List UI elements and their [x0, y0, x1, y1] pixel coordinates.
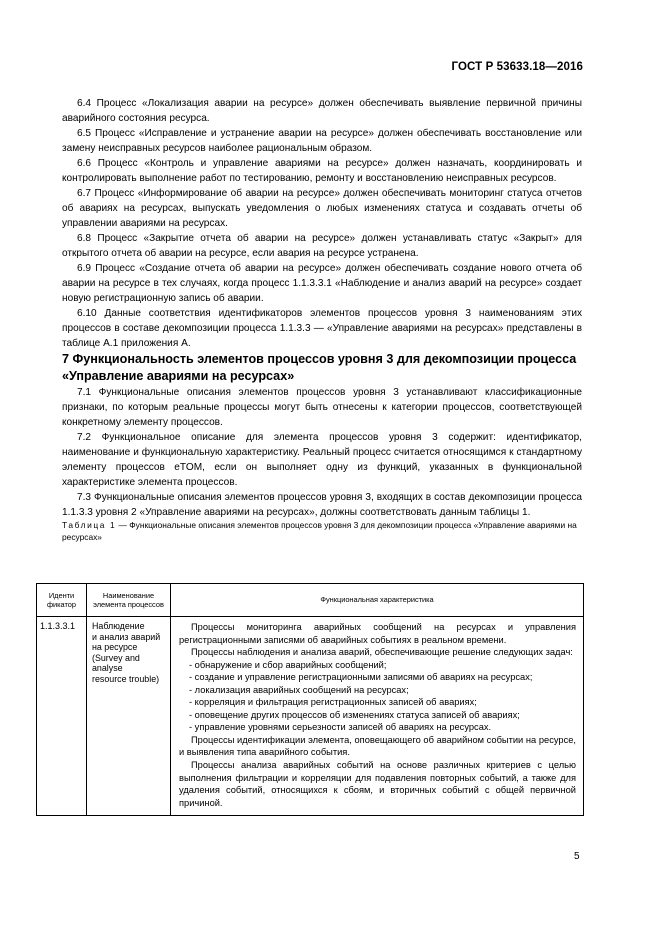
desc-item: - создание и управление регистрационными записями об авариях на ресурсах;: [189, 672, 533, 683]
paragraph-6-5: 6.5 Процесс «Исправление и устранение аварии на ресурсе» должен обеспечивать восстановление или замену неисправных ресурсов наиболее рациональным образом.: [62, 128, 582, 154]
paragraph-6-6: 6.6 Процесс «Контроль и управление авариями на ресурсе» должен назначать, координировать и контролировать выполнение работ по тестированию, ремонту и восстановлению неисправных ресурсов.: [62, 158, 582, 184]
desc-paragraph-3: Процессы идентификации элемента, оповещающего об аварийном событии на ресурсе, и выявления типа аварийного события.: [179, 734, 576, 758]
desc-paragraph-4: Процессы анализа аварийных событий на основе различных критериев с целью выполнения фильтрации и корреляции для подавления повторных событий, а также для удаления событий, относящихся к сбоям, и вторичных событий с общей первичной причиной.: [179, 760, 576, 808]
header-identifier-line1: Иденти: [48, 590, 75, 600]
header-description: Функциональная характеристика: [171, 584, 584, 617]
table-row: [37, 617, 584, 816]
header-name-line1: Наименование: [102, 590, 155, 600]
paragraph-6-8: 6.8 Процесс «Закрытие отчета об аварии на ресурсе» должен устанавливать статус «Закрыт» для открытого отчета об аварии на ресурсе, если авария на ресурсе устранена.: [62, 233, 582, 259]
row-identifier: 1.1.3.3.1: [37, 617, 87, 816]
paragraph-7-3: 7.3 Функциональные описания элементов процессов уровня 3, входящих в состав декомпозиции процесса 1.1.3.3 уровня 2 «Управление авариями на ресурсах», должны соответствовать данным таблицы 1.: [62, 492, 582, 518]
desc-paragraph-1: Процессы мониторинга аварийных сообщений на ресурсах и управления регистрационными записями об аварийных событиях в реальном времени.: [179, 622, 576, 645]
paragraph-6-10: 6.10 Данные соответствия идентификаторов элементов процессов уровня 3 наименованиям этих процессов в составе декомпозиции процесса 1.1.3.3 — «Управление авариями на ресурсах» представлены в таблице А.1 приложения А.: [62, 308, 582, 349]
row-name-line5: resource trouble): [92, 673, 160, 684]
paragraph-6-9: 6.9 Процесс «Создание отчета об аварии на ресурсе» должен обеспечивать создание нового отчета об аварии на ресурсе в тех случаях, когда процесс 1.1.3.3.1 «Наблюдение и анализ аварий на ресурсе» создает новую регистрационную запись об аварии.: [62, 263, 582, 304]
paragraph-6-7: 6.7 Процесс «Информирование об аварии на ресурсе» должен обеспечивать мониторинг статуса отчетов об авариях на ресурсах, выпускать уведомления о любых изменениях статуса и создавать отчеты об управлении авариями на ресурсах.: [62, 188, 582, 229]
desc-item: - управление уровнями серьезности записей об авариях на ресурсах.: [189, 722, 492, 733]
row-description: [171, 617, 584, 816]
desc-item: - локализация аварийных сообщений на ресурсах;: [189, 684, 409, 695]
desc-paragraph-2: Процессы наблюдения и анализа аварий, обеспечивающие решение следующих задач:: [191, 647, 573, 658]
row-name: [87, 617, 171, 816]
document-body: [62, 96, 582, 543]
row-name-line2: и анализ аварий: [92, 631, 161, 642]
table-caption: [62, 520, 582, 543]
standard-header: ГОСТ Р 53633.18—2016: [451, 61, 583, 73]
desc-item: - корреляция и фильтрация регистрационных записей об авариях;: [189, 697, 477, 708]
header-name: [87, 584, 171, 617]
function-table: [36, 583, 584, 816]
row-name-line4: (Survey and analyse: [92, 652, 140, 674]
header-name-line2: элемента процессов: [93, 600, 164, 609]
row-name-line3: на ресурсе: [92, 642, 138, 653]
row-name-line1: Наблюдение: [92, 621, 145, 631]
header-identifier-line2: фикатор: [46, 600, 77, 609]
table-caption-label: Таблица 1: [62, 520, 117, 530]
table-caption-text: — Функциональные описания элементов процессов уровня 3 для декомпозиции процесса «Управление авариями на ресурсах»: [62, 520, 577, 542]
desc-item: - обнаружение и сбор аварийных сообщений;: [189, 659, 387, 670]
table-header-row: [37, 584, 584, 617]
page-number: 5: [574, 851, 580, 862]
paragraph-7-1: 7.1 Функциональные описания элементов процессов уровня 3 устанавливают классификационные признаки, по которым реальные процессы могут быть отнесены к категории процессов, соответствующей конкретному элементу процессов.: [62, 387, 582, 428]
paragraph-7-2: 7.2 Функциональное описание для элемента процессов уровня 3 содержит: идентификатор, наименование и функциональную характеристику. Реальный процесс считается относящимся к стандартному элементу процессов eTOM, если он выполняет одну из функций, указанных в функциональной характеристике элемента процессов.: [62, 432, 582, 488]
desc-item: - оповещение других процессов об изменениях статуса записей об авариях;: [189, 709, 520, 720]
section-heading: 7 Функциональность элементов процессов уровня 3 для декомпозиции процесса «Управление авариями на ресурсах»: [62, 352, 577, 383]
header-identifier: [37, 584, 87, 617]
paragraph-6-4: 6.4 Процесс «Локализация аварии на ресурсе» должен обеспечивать выявление первичной причины аварийного состояния ресурса.: [62, 98, 582, 124]
